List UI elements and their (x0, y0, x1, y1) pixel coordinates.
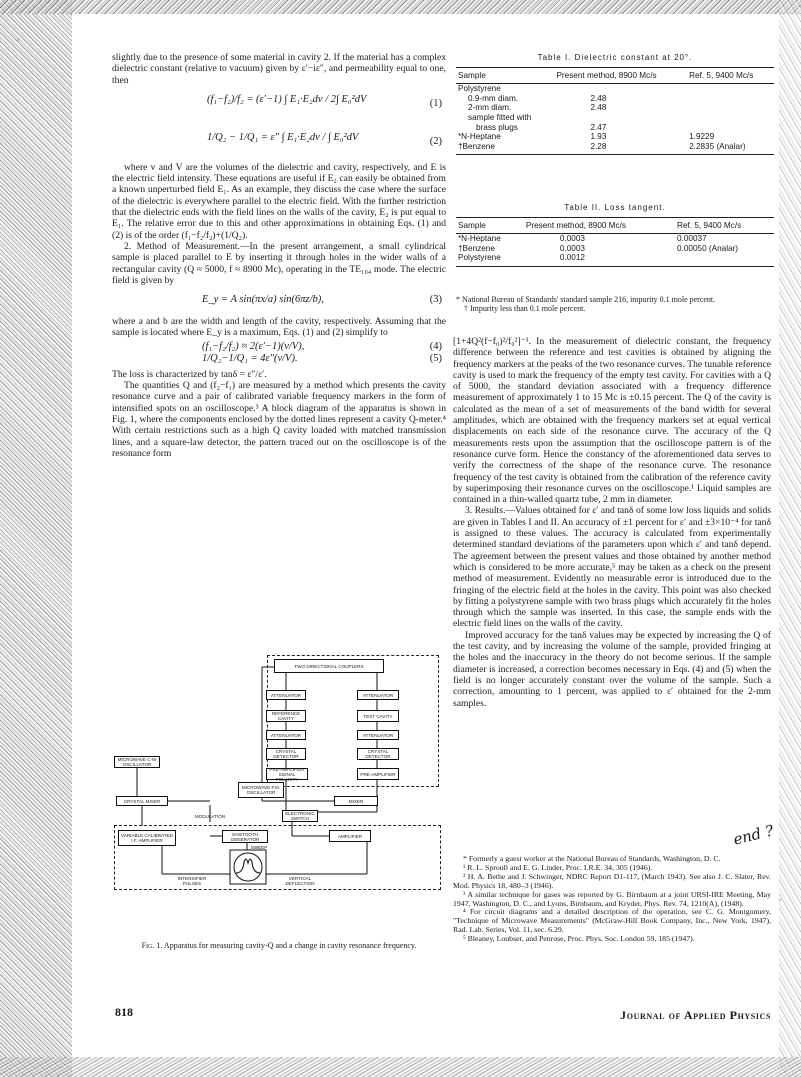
equation-1 (112, 86, 446, 124)
amplifier-block: AMPLIFIER (329, 830, 371, 842)
table-row (456, 244, 774, 254)
cw-oscillator-block: MICROWAVE C-W OSCILLATOR (114, 756, 160, 768)
reference-cavity-block: REFERENCE CAVITY (266, 710, 306, 722)
table-cell (687, 103, 774, 113)
equation-3 (112, 286, 446, 316)
table-2-caption: Table II. Loss tangent. (564, 203, 666, 212)
crystal-mixer-block: CRYSTAL MIXER (116, 796, 168, 806)
table-cell: †Benzene (458, 243, 495, 253)
table-cell: 2-mm diam. (468, 103, 512, 113)
attenuator-block: ATTENUATOR (266, 690, 306, 700)
reference-item: * Formerly a guest worker at the National Bureau of Standards, Washington, D. C. (463, 854, 721, 863)
table-cell: 0.0012 (524, 253, 675, 266)
equation-5 (112, 353, 446, 369)
attenuator-block: ATTENUATOR (357, 730, 399, 740)
equation-4-body: (f₁−f₂/f₂) ≈ 2(ε′−1)(v/V), (202, 340, 305, 352)
table-2-header-ref: Ref. 5, 9400 Mc/s (675, 217, 774, 234)
table-cell: Polystyrene (456, 253, 524, 266)
table-1-header-present: Present method, 8900 Mc/s (554, 67, 687, 84)
table-cell: 2.28 (554, 142, 687, 155)
table-cell: 0.00050 (Analar) (677, 243, 739, 253)
figure-label: Fig. 1. (141, 941, 163, 950)
crystal-detector-block: CRYSTAL DETECTOR (266, 748, 306, 760)
block-diagram-figure (112, 650, 446, 890)
attenuator-block: ATTENUATOR (266, 730, 306, 740)
equation-3-body: E_y = A sin(πx/a) sin(6πz/b), (202, 294, 324, 306)
table-1-header-sample: Sample (456, 67, 554, 84)
equation-5-number: (5) (429, 352, 442, 364)
equation-2 (112, 124, 446, 162)
table-row (456, 84, 774, 94)
equation-3-number: (3) (429, 294, 442, 306)
table-cell: †Benzene (456, 142, 554, 155)
table-2-header-present: Present method, 8900 Mc/s (524, 217, 675, 234)
journal-name: Journal of Applied Physics (620, 1008, 771, 1022)
table-cell: 0.9-mm diam. (468, 93, 519, 103)
equation-4-number: (4) (429, 340, 442, 352)
paragraph-resonance: [1+4Q²(f−f₀)²/f₀²]⁻¹. In the measurement of dielectric constant, the frequency difference between the reference and test cavities is obtained by aligning the frequency markers at the peaks of the two resonance curves. The tunable reference cavity is used to mark the frequency of the empty test cavity. For cavities with a Q of 5000, the standard deviation associated with a frequency difference measurement of approximately 1 to 15 Mc is ±0.15 percent. The Q of the cavity is calculated as the mean of a set of measurements of the band width for several amplitudes, which are obtained with the frequency markers set at equal vertical displacements on each side of the resonance curve. The accuracy of the Q measurements rests upon the assumption that the oscilloscope pattern is of the resonance curve form. Hence the constancy of the aforementioned data serves to verify the correctness of the shape of the resonance curve. The resonance frequency of the test cavity is obtained from the calibration of the reference cavity by superimposing their resonance curves on the oscilloscope.¹ Liquid samples are contained in a thin-walled quartz tube, 2 mm in diameter. (453, 336, 771, 506)
equation-1-body: (f₁−f₂)/f₂ = (ε′−1) ∫ E₁·E₂dv / 2∫ E₀²dV (207, 93, 367, 105)
table-row (456, 103, 774, 113)
table-cell (675, 253, 774, 266)
table-row (456, 234, 774, 244)
table-2 (456, 217, 774, 267)
table-1-header-ref: Ref. 5, 9400 Mc/s (687, 67, 774, 84)
figure-caption-text: Apparatus for measuring cavity-Q and a change in cavity resonance frequency. (163, 941, 417, 950)
table-cell (687, 84, 774, 94)
page-number: 818 (115, 1005, 133, 1019)
table-dielectric-constant (456, 53, 774, 155)
paragraph-accuracy: Improved accuracy for the tanδ values may be expected by increasing the Q of the test cavity, and by increasing the volume of the sample, provided fringing at the holes and the inaccuracy in the theory do not become serious. If the sample diameter is increased, a correction becomes necessary in Eqs. (4) and (5) when the field is no longer accurately constant over the volume of the sample. Such a correction, amounting to 1 percent, was applied to ε′ obtained for the 2-mm samples. (453, 629, 771, 709)
fm-oscillator-block: MICROWAVE F.M. OSCILLATOR (238, 782, 284, 798)
modulation-label: MODULATION (194, 814, 226, 819)
table-footnote-nbs: * National Bureau of Standards' standard sample 216, impurity 0.1 mole percent. (456, 295, 716, 304)
table-footnotes (456, 295, 774, 314)
handwritten-annotation: end ? (731, 821, 776, 849)
paragraph-results: 3. Results.—Values obtained for ε′ and tanδ of some low loss liquids and solids are given in Tables I and II. An accuracy of ±1 percent for ε′ and ±3×10⁻⁴ for tanδ is assigned to these values. The accuracy is calculated from experimentally determined standard deviations of the parameters upon which ε′ and tanδ depend. The agreement between the present values and those obtained by another method which is considered to be more accurate,⁵ may be taken as a check on the present method of measurement. Evidently no measurable error is introduced due to the fringing of the electric field at the holes in the cavity. This point was also checked by fitting a polystyrene sample with two brass plugs which accurately fit the holes through which the sample was inserted. In this case, the sample ends with the electric field lines on the walls of the cavity. (453, 505, 771, 630)
scan-edge-right (779, 0, 801, 1077)
vertical-deflection-label: VERTICAL DEFLECTION (285, 876, 315, 886)
table-row (456, 142, 774, 155)
table-loss-tangent (456, 203, 774, 267)
table-1 (456, 67, 774, 156)
scan-edge-bottom (0, 1057, 801, 1077)
reference-item: ¹ R. L. Sproull and E. G. Linder, Proc. I.R.E. 34, 305 (1946). (463, 862, 653, 872)
table-row (456, 94, 774, 104)
scan-edge-top (0, 0, 801, 14)
table-2-header-sample: Sample (456, 217, 524, 234)
table-cell: 0.0003 (559, 243, 585, 253)
test-cavity-block: TEST CAVITY (357, 710, 399, 722)
equation-4 (112, 339, 446, 353)
sweep-label: SWEEP (250, 845, 268, 850)
table-footnote-impurity: † Impurity less than 0.1 mole percent. (464, 304, 586, 314)
table-cell: 2.47 (590, 122, 607, 132)
reference-item: ⁵ Bleaney, Loubser, and Penrose, Proc. Phys. Soc. London 59, 185 (1947). (463, 934, 695, 944)
paragraph-loss: The loss is characterized by tanδ = ε″/ε′. (112, 368, 267, 380)
figure-caption (112, 941, 446, 951)
table-cell: Polystyrene (458, 84, 501, 94)
mixer-block: MIXER (334, 796, 378, 806)
table-cell (687, 123, 774, 133)
crystal-detector-block: CRYSTAL DETECTOR (357, 748, 399, 760)
equation-1-number: (1) (429, 97, 442, 109)
coupler-block: TWO DIRECTIONAL COUPLERS (274, 659, 384, 673)
intensifier-label: INTENSIFIER PULSES (177, 876, 207, 886)
reference-item: ⁴ For circuit diagrams and a detailed description of the operation, see C. G. Montgomery, "Technique of Microwave Measurements" (McGraw-Hill Book Company, Inc., New York, 1947), Rad. Lab. Series, Vol. 11, sec. 6.29. (453, 907, 771, 935)
table-cell: 0.00037 (677, 234, 707, 244)
table-1-caption: Table I. Dielectric constant at 20°. (537, 53, 693, 62)
table-cell: 2.48 (590, 103, 607, 113)
scan-edge-left (0, 0, 72, 1077)
table-cell: 2.2835 (Analar) (687, 142, 774, 155)
reference-item: ² H. A. Bethe and J. Schwinger, NDRC Report D1-117, (March 1943). See also J. C. Slater, Rev. Mod. Physics 18, 480–3 (1946). (453, 871, 771, 890)
paragraph-method: 2. Method of Measurement.—In the present arrangement, a small cylindrical sample is placed parallel to E by inserting it through holes in the wider walls of a rectangular cavity (Q ≈ 5000, f ≈ 8900 Mc), operating in the TE₁₀₄ mode. The electric field is given by (112, 240, 446, 286)
equation-2-body: 1/Q₂ − 1/Q₁ = ε″ ∫ E₁·E₂dv / ∫ E₀²dV (207, 131, 359, 143)
table-cell: 2.48 (590, 93, 607, 103)
table-row (456, 132, 774, 142)
table-row (456, 253, 774, 266)
sawtooth-generator-block: SAWTOOTH GENERATOR (222, 830, 268, 843)
table-row (456, 113, 774, 123)
table-cell: 1.93 (590, 132, 607, 142)
table-cell (554, 84, 687, 94)
table-cell (687, 94, 774, 104)
table-cell (687, 113, 774, 123)
electronic-switch-block: ELECTRONIC SWITCH (282, 810, 318, 822)
table-cell (554, 113, 687, 123)
equation-5-body: 1/Q₂−1/Q₁ = 4ε″(v/V). (202, 352, 298, 364)
table-row (456, 123, 774, 133)
table-cell: *N-Heptane (458, 132, 501, 142)
table-cell: *N-Heptane (458, 234, 501, 244)
table-cell: 0.0003 (559, 234, 585, 244)
right-column (453, 336, 771, 709)
preamplifier-polarity-block: PRE-AMPLIFIER SIGNAL POLARITY (266, 768, 308, 780)
preamplifier-block: PRE-AMPLIFIER (357, 768, 399, 780)
left-column (112, 52, 446, 459)
references (453, 855, 771, 944)
table-cell: 1.9229 (689, 132, 715, 142)
attenuator-block: ATTENUATOR (357, 690, 399, 700)
reference-item: ³ A similar technique for gases was reported by G. Birnbaum at a joint URSI-IRE Meeting, May 1947, Washington, D. C., and Lyons, Birnbaum, and Kryder, Phys. Rev. 74, 1210(A), (1948). (453, 889, 771, 908)
paragraph-sample-location: where a and b are the width and length of the cavity, respectively. Assuming that the sample is located where E_y is a maximum, Eqs. (1) and (2) simplify to (112, 316, 446, 339)
table-cell: sample fitted with (468, 112, 532, 122)
intro-paragraph: slightly due to the presence of some material in cavity 2. If the material has a complex dielectric constant (relative to vacuum) given by ε′−iε″, and permeability equal to one, then (112, 52, 446, 86)
table-cell: brass plugs (476, 122, 518, 132)
paragraph-volumes: where v and V are the volumes of the dielectric and cavity, respectively, and E is the electric field intensity. These equations are useful if E₂ can easily be obtained from a known unperturbed field E₁. As an example, they discuss the case where the surface of the dielectric is everywhere parallel to the electric field. With the further restriction that the dielectric ends with the field lines on the walls of the cavity, E₂ is put equal to E₁. The relative error due to this and other approximations in obtaining Eqs. (1) and (2) is of the order (f₁−f₂/f₂)+(1/Q₂). (112, 161, 446, 241)
if-amplifier-block: VARIABLE CALIBRATED I.F. AMPLIFIER (118, 830, 176, 846)
equation-2-number: (2) (429, 135, 442, 147)
paragraph-quantities: The quantities Q and (f₂−f₁) are measured by a method which presents the cavity resonance curve and a pair of calibrated variable frequency markers in the form of intensified spots on an oscilloscope.³ A block diagram of the apparatus is shown in Fig. 1, where the components enclosed by the dotted lines represent a cavity Q-meter.⁴ With certain restrictions such as a high Q cavity loaded with matched transmission lines, and a square-law detector, the pattern traced out on the oscilloscope is of the resonance form (112, 380, 446, 459)
